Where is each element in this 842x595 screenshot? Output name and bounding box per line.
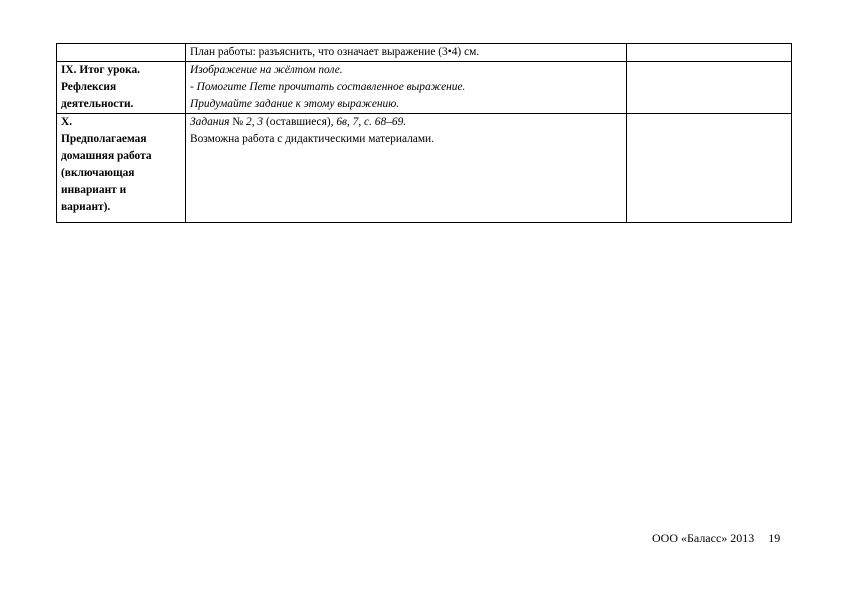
stage-title-line: деятельности. <box>61 98 134 110</box>
content-line: Возможна работа с дидактическими материалами. <box>190 133 435 145</box>
content-line: Изображение на жёлтом поле. <box>190 64 343 76</box>
table-row <box>57 114 792 223</box>
work-plan-text: План работы: разъяснить, что означает выражение (3•4) см. <box>190 46 480 58</box>
stage-title: X. <box>61 116 73 128</box>
publisher-text: ООО «Баласс» 2013 <box>652 531 755 545</box>
stage-title-line: (включающая <box>61 167 135 179</box>
page-footer <box>652 531 780 546</box>
stage-title-line: домашняя работа <box>61 150 152 162</box>
notes-cell <box>627 62 792 114</box>
notes-cell <box>627 114 792 223</box>
stage-title-line: Предполагаемая <box>61 133 147 145</box>
table-row <box>57 62 792 114</box>
page-number: 19 <box>768 531 781 545</box>
lesson-plan-table <box>56 43 792 223</box>
homework-label: Задания <box>190 116 230 128</box>
content-line: Придумайте задание к этому выражению. <box>190 98 400 110</box>
stage-title-line: Рефлексия <box>61 81 117 93</box>
task-numbers: 2, 3 <box>246 116 264 128</box>
number-sign: № <box>229 116 247 128</box>
task-pages: 6в, 7, с. 68–69. <box>336 116 407 128</box>
stage-cell <box>57 62 186 114</box>
stage-title: IX. Итог урока. <box>61 64 141 76</box>
content-cell <box>186 44 627 62</box>
table-row <box>57 44 792 62</box>
stage-cell <box>57 114 186 223</box>
remaining-note: (оставшиеся), <box>263 116 337 128</box>
notes-cell <box>627 44 792 62</box>
stage-cell <box>57 44 186 62</box>
content-line: - Помогите Пете прочитать составленное выражение. <box>190 81 466 93</box>
stage-title-line: инвариант и <box>61 184 127 196</box>
content-cell <box>186 114 627 223</box>
stage-title-line: вариант). <box>61 201 111 213</box>
homework-assignment-line <box>190 114 622 131</box>
content-cell <box>186 62 627 114</box>
